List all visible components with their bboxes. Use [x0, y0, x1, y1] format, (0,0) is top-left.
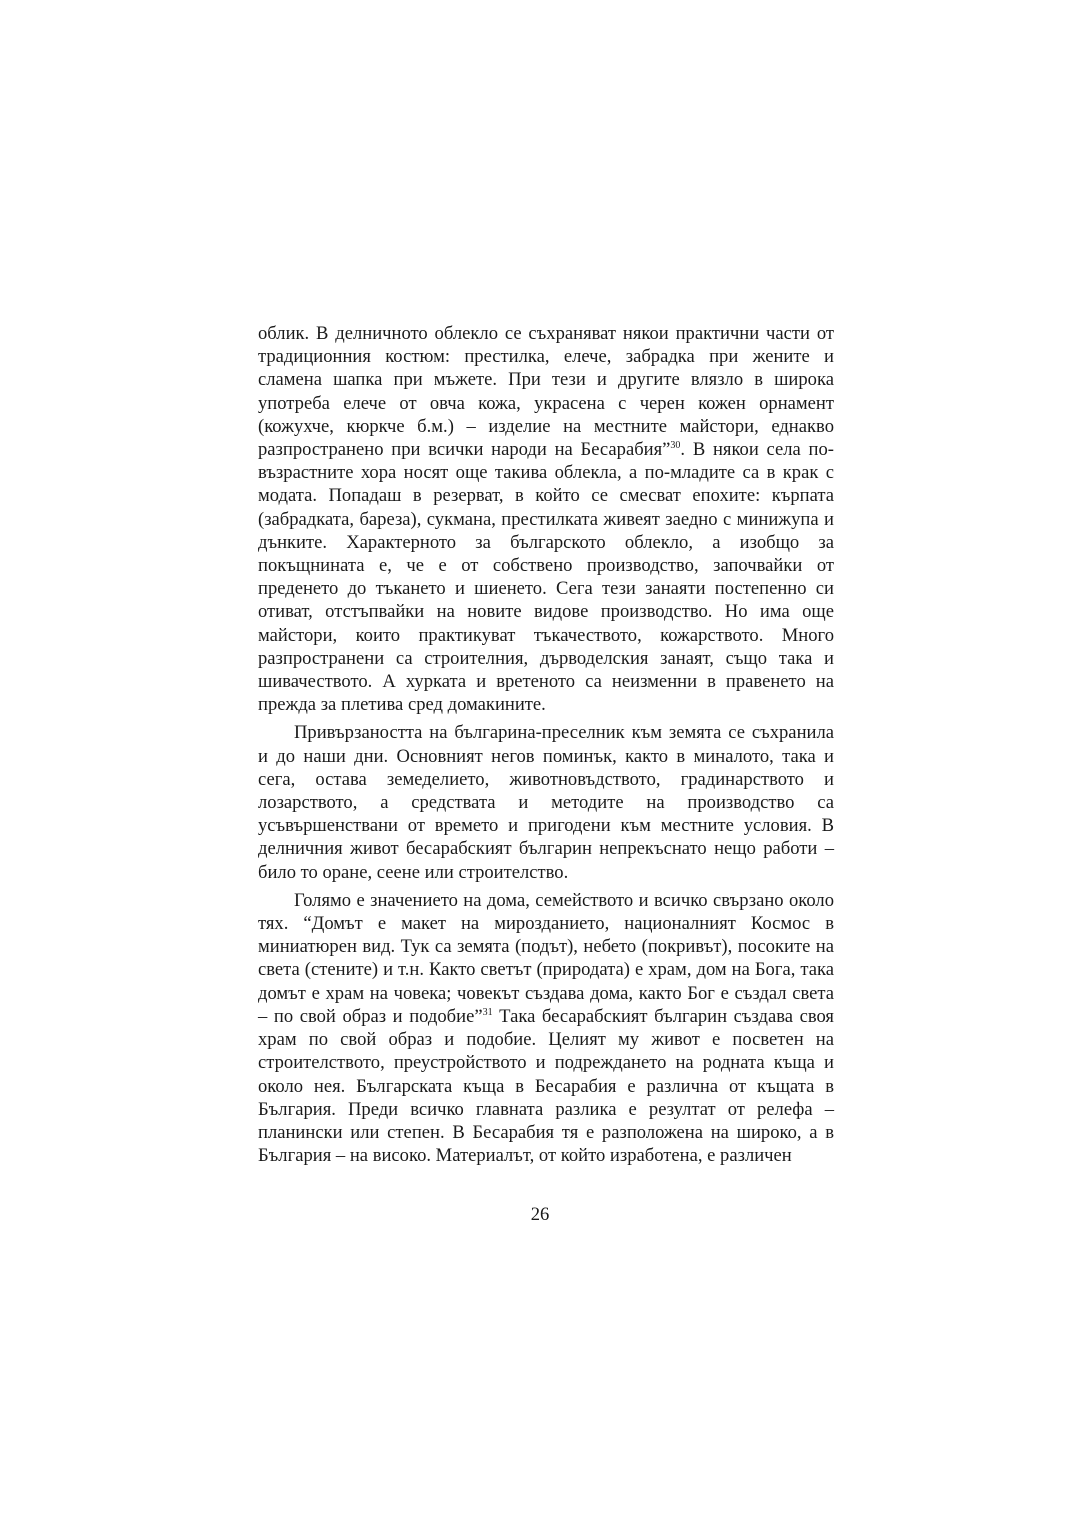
paragraph-text: . В някои села по-възрастните хора носят още такива облекла, а по-младите са в крак с модата. Попадаш в резерват, в който се смесват епохите: кърпата (забрадката, бареза), сукмана, престилката живеят заедно с минижупа и дънките. Характерното за българското облекло, а изобщо за покъщнината е, че е от собствено производство, започвайки от преденето до тъкането и шиенето. Сега тези занаяти постепенно си отиват, отстъпвайки на новите видове производство. Но има още майстори, които практикуват тъкачеството, кожарството. Много разпространени са строителния, дърводелския занаят, също така и шивачеството. А хурката и вретеното са неизменни в правенето на прежда за плетива сред домакините. — [258, 439, 834, 716]
paragraph-land — [258, 721, 834, 883]
paragraph-text: Голямо е значението на дома, семейството и всичко свързано около тях. “Домът е макет на мирозданието, националният Космос в миниатюрен вид. Тук са земята (подът), небето (покривът), посоките на света (стените) и т.н. Както светът (природата) е храм, дом на Бога, така домът е храм на човека; човекът създава дома, както Бог е създал света – по свой образ и подобие” — [258, 889, 834, 1027]
paragraph-clothing — [258, 322, 834, 716]
paragraph-text: облик. В делничното облекло се съхраняват някои практични части от традиционния костюм: престилка, елече, забрадка при жените и сламена шапка при мъжете. При тези и другите влязло в широка употреба елече от овча кожа, украсена с черен кожен орнамент (кожухче, кюркче б.м.) – изделие на местните майстори, еднакво разпространено при всички народи на Бесарабия” — [258, 323, 834, 461]
footnote-reference: 31 — [482, 1006, 493, 1018]
paragraph-text: Така бесарабският българин създава своя храм по свой образ и подобие. Целият му живот е посветен на строителството, преустройството и подреждането на родната къща и около нея. Българската къща в Бесарабия е различна от къщата в България. Преди всичко главната разлика е резултат от релефа – планински или степен. В Бесарабия тя е разположена на широко, а в България – на високо. Материалът, от който изработена, е различен — [258, 1005, 834, 1167]
page-number: 26 — [530, 1204, 550, 1225]
footnote-reference: 30 — [670, 440, 681, 452]
body-text — [258, 322, 834, 1167]
paragraph-text: Привързаността на българина-преселник към земята се съхранила и до наши дни. Основният негов поминък, както в миналото, така и сега, остава земеделието, животновъдството, градинарството и лозарството, а средствата и методите на производство са усъвършенствани от времето и пригодени към местните условия. В делничния живот бесарабският българин непрекъснато нещо работи – било то оране, сеене или строителство. — [258, 722, 834, 883]
paragraph-home — [258, 889, 834, 1167]
